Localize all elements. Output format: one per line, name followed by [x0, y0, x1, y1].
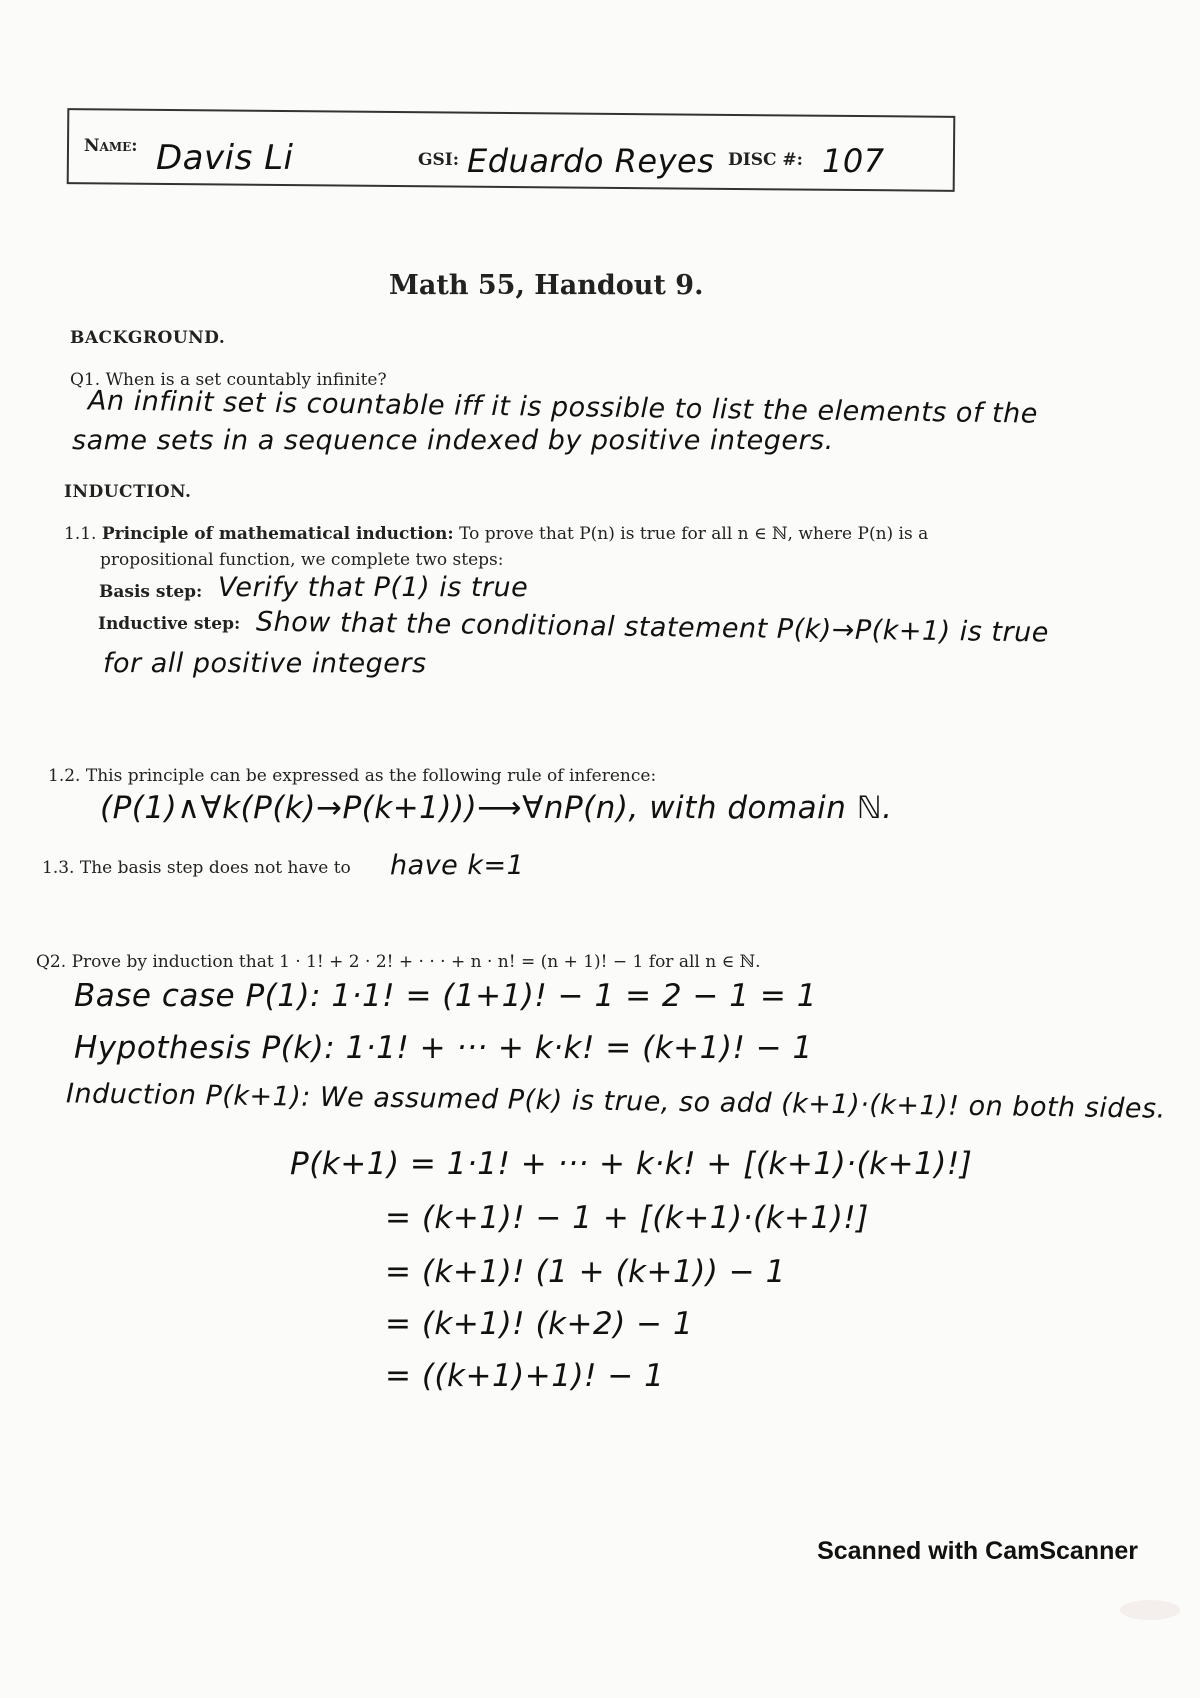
- camscanner-watermark: Scanned with CamScanner: [817, 1537, 1138, 1565]
- induction-heading: INDUCTION.: [64, 482, 192, 502]
- q2-text: Prove by induction that 1 · 1! + 2 · 2! + · · · + n · n! = (n + 1)! − 1 for all n ∈ ℕ.: [71, 952, 761, 972]
- gsi-label: GSI:: [418, 150, 460, 170]
- q1-text: When is a set countably infinite?: [105, 370, 387, 390]
- principle-1-2: [48, 766, 656, 786]
- q1-answer-line1: An infinit set is countable iff it is possible to list the elements of the: [87, 385, 1039, 430]
- name-label: Name:: [84, 136, 138, 156]
- q2-work-line-2: = (k+1)! − 1 + [(k+1)·(k+1)!]: [385, 1200, 869, 1236]
- basis-step-answer: Verify that P(1) is true: [218, 572, 529, 603]
- inductive-step-label: Inductive step:: [98, 614, 241, 634]
- q1-answer-line2: same sets in a sequence indexed by positive integers.: [72, 425, 834, 456]
- principle-1-3: [42, 858, 351, 878]
- scan-smudge: [1120, 1600, 1180, 1620]
- q2-hypothesis: Hypothesis P(k): 1·1! + ··· + k·k! = (k+1)! − 1: [74, 1030, 813, 1066]
- gsi-value: Eduardo Reyes: [467, 142, 715, 180]
- q1-label: Q1.: [70, 370, 101, 390]
- q2-label: Q2.: [36, 952, 67, 972]
- q2-question: [36, 952, 761, 972]
- q2-base-case: Base case P(1): 1·1! = (1+1)! − 1 = 2 − 1 = 1: [74, 978, 817, 1014]
- q2-work-line-4: = (k+1)! (k+2) − 1: [385, 1306, 694, 1342]
- p12-number: 1.2.: [48, 766, 81, 786]
- p11-text: To prove that P(n) is true for all n ∈ ℕ, where P(n) is a: [459, 524, 929, 544]
- q2-work-line-5: = ((k+1)+1)! − 1: [385, 1358, 665, 1394]
- name-value: Davis Li: [156, 138, 294, 178]
- disc-value: 107: [822, 142, 885, 180]
- p11-bold-title: Principle of mathematical induction:: [101, 524, 454, 544]
- principle-1-1: [64, 524, 928, 544]
- disc-label: DISC #:: [728, 150, 803, 170]
- p12-text: This principle can be expressed as the following rule of inference:: [85, 766, 657, 786]
- p13-answer: have k=1: [390, 850, 525, 881]
- p11-text-line2: propositional function, we complete two steps:: [100, 550, 504, 570]
- p13-number: 1.3.: [42, 858, 75, 878]
- q2-work-line-1: P(k+1) = 1·1! + ··· + k·k! + [(k+1)·(k+1)!]: [290, 1146, 973, 1182]
- q2-induction-line: Induction P(k+1): We assumed P(k) is true, so add (k+1)·(k+1)! on both sides.: [65, 1078, 1166, 1125]
- inductive-step-answer-line2: for all positive integers: [103, 648, 427, 679]
- inductive-step-answer-line1: Show that the conditional statement P(k)→P(k+1) is true: [255, 606, 1050, 649]
- p13-text: The basis step does not have to: [79, 858, 351, 878]
- p12-answer: (P(1)∧∀k(P(k)→P(k+1)))⟶∀nP(n), with domain ℕ.: [100, 790, 893, 826]
- basis-step-label: Basis step:: [99, 582, 203, 602]
- q2-work-line-3: = (k+1)! (1 + (k+1)) − 1: [385, 1254, 786, 1290]
- background-heading: BACKGROUND.: [70, 328, 226, 348]
- p11-number: 1.1.: [64, 524, 97, 544]
- page-title: Math 55, Handout 9.: [389, 270, 704, 301]
